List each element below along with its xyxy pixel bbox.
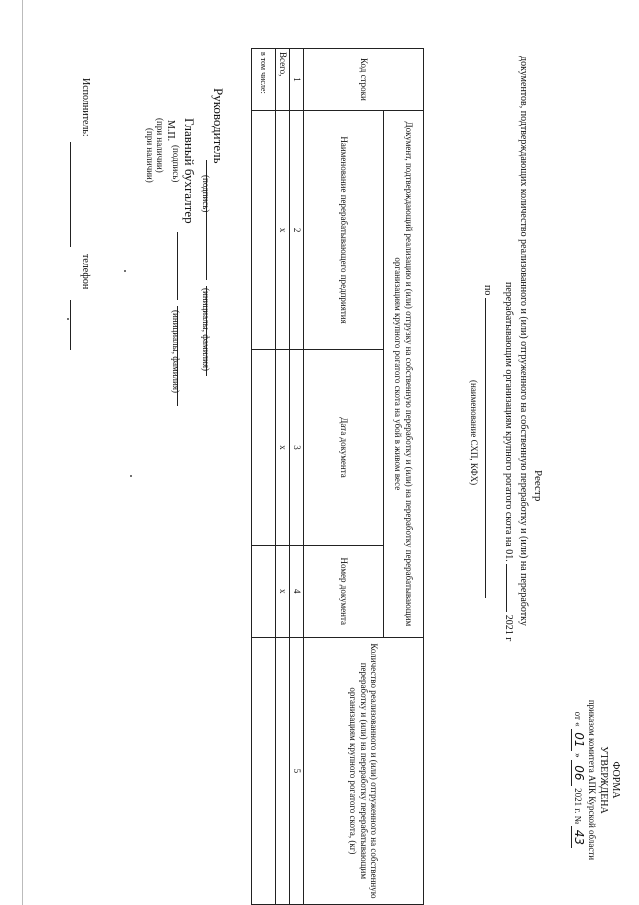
order-date-line: от « 01 » 06 2021 г. № 43 xyxy=(571,680,586,880)
org-line: по xyxy=(482,285,493,598)
header-enterprise: Наименование перерабатывающего предприятия xyxy=(304,110,384,349)
accountant-label: Главный бухгалтер xyxy=(182,118,197,224)
phone-label: телефон xyxy=(80,254,91,290)
executor-blank xyxy=(65,142,83,247)
org-hint: (наименование СХП, КФХ) xyxy=(469,380,479,486)
executor-label: Исполнитель: xyxy=(80,78,91,137)
total-c5 xyxy=(276,637,290,904)
title-line-2: перерабатывающим организациям крупного рогатого скота на 01. 2021 г xyxy=(503,282,514,642)
empty-cell xyxy=(252,110,276,349)
empty-cell xyxy=(252,350,276,546)
title-line-1: документов, подтверждающих количество реализованного и (или) отгруженного на собственную переработку и (или) на переработку xyxy=(518,56,529,626)
total-c4: х xyxy=(276,545,290,637)
date-blank xyxy=(506,564,507,612)
order-line: приказом комитета АПК Курской области xyxy=(587,699,597,861)
total-label: Всего, xyxy=(276,49,290,111)
header-doc-date: Дата документа xyxy=(304,350,384,546)
col-number: 4 xyxy=(290,545,304,637)
header-doc-number: Номер документа xyxy=(304,545,384,637)
head-sign-hint: (подпись) xyxy=(201,175,211,213)
header-document-group: Документ, подтверждающий реализацию и (или) отгрузку на собственную переработку и (или) на переработку перерабатывающим организациям крупного рогатого скота на убой в живом весе xyxy=(384,110,424,637)
acct-sign-blank xyxy=(172,232,190,300)
mp-hint: (при наличии) xyxy=(155,118,165,173)
col-number: 1 xyxy=(290,49,304,111)
header-code: Код строки xyxy=(304,49,424,111)
acct-name-hint: (инициалы, фамилия) xyxy=(171,310,181,393)
empty-cell xyxy=(252,545,276,637)
approved-label: УТВЕРЖДЕНА xyxy=(598,746,609,814)
mp-label: М.П. xyxy=(165,120,176,142)
register-table xyxy=(251,48,424,905)
order-day: 01 xyxy=(571,729,586,751)
col-number: 3 xyxy=(290,350,304,546)
column-number-row xyxy=(290,49,304,905)
col-number: 2 xyxy=(290,110,304,349)
empty-cell xyxy=(252,637,276,904)
form-label: ФОРМА xyxy=(610,761,621,799)
order-month: 06 xyxy=(571,760,586,786)
mp-hint-2: (при наличии) xyxy=(145,128,155,183)
head-label: Руководитель xyxy=(211,88,226,164)
including-label: в том числе: xyxy=(252,49,276,111)
order-number: 43 xyxy=(571,826,586,848)
total-c3: х xyxy=(276,350,290,546)
approval-block xyxy=(571,680,621,880)
total-c2: х xyxy=(276,110,290,349)
including-row xyxy=(252,49,276,905)
col-number: 5 xyxy=(290,637,304,904)
register-word: Реестр xyxy=(532,470,544,502)
phone-blank xyxy=(65,300,83,350)
head-name-hint: (инициалы, фамилия) xyxy=(201,288,211,371)
acct-sign-hint: (подпись) xyxy=(171,145,181,183)
org-name-blank xyxy=(485,298,486,598)
total-row xyxy=(276,49,290,905)
header-quantity: Количество реализованного и (или) отгруженного на собственную переработку и (или) на переработку перерабатывающим организациям крупного рогатого скота, (кг) xyxy=(304,637,424,904)
